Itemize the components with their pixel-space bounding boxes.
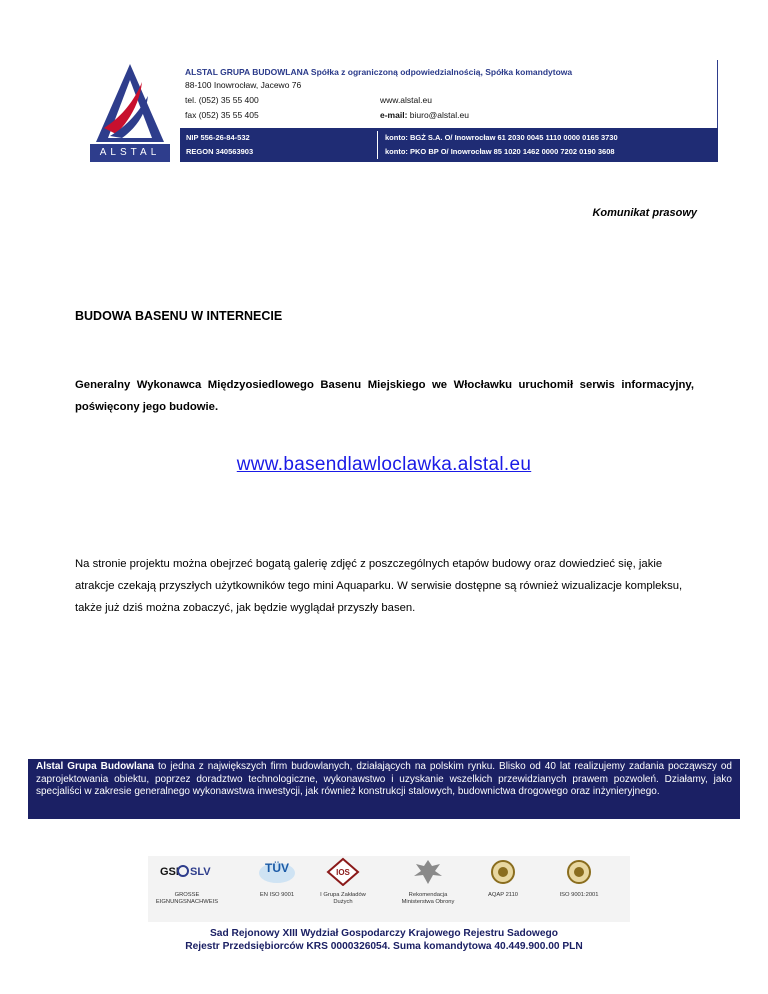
company-logo bbox=[90, 58, 170, 162]
cert-tuv bbox=[246, 856, 308, 898]
tuv-text: TÜV bbox=[265, 861, 289, 875]
gsi-slv-logo-icon bbox=[150, 856, 224, 886]
company-name bbox=[185, 67, 572, 77]
certificates-strip bbox=[148, 856, 630, 922]
about-company-name: Alstal Grupa Budowlana bbox=[36, 761, 154, 772]
cert-label bbox=[150, 892, 224, 906]
letterhead bbox=[90, 58, 718, 162]
tuv-logo-icon bbox=[246, 856, 308, 886]
bar-divider bbox=[377, 131, 378, 159]
cert-label-line: Dużych bbox=[333, 899, 353, 905]
alstal-logo-icon bbox=[90, 58, 170, 144]
email-value: biuro@alstal.eu bbox=[407, 110, 469, 120]
company-address: 88-100 Inowrocław, Jacewo 76 bbox=[185, 80, 302, 90]
bank-account-1: konto: BGŻ S.A. O/ Inowrocław 61 2030 0045 1110 0000 0165 3730 bbox=[385, 133, 618, 142]
footer-krs-line: Rejestr Przedsiębiorców KRS 0000326054. Suma komandytowa 40.449.900.00 PLN bbox=[185, 941, 583, 952]
document-title: BUDOWA BASENU W INTERNECIE bbox=[75, 309, 283, 323]
iso-seal-icon bbox=[548, 856, 610, 886]
cert-label: ISO 9001:2001 bbox=[559, 892, 599, 898]
cert-iso bbox=[548, 856, 610, 898]
company-fax: fax (052) 35 55 405 bbox=[185, 110, 259, 120]
eagle-emblem-icon bbox=[388, 856, 468, 886]
regon-number: REGON 340563903 bbox=[186, 147, 254, 156]
about-company-text: to jedna z największych firm budowlanych, działających na polskim rynku. Blisko od 40 lat realizujemy zadania począwszy od zaprojektowania obiektu, poprzez doradztwo technologiczne, wykonawstwo i uzyskanie wszelkich przewidzianych prawem pozwoleń. Działamy, jako specjaliści w zakresie generalnego wykonawstwa inwestycji, jak również konstrukcji stalowych, budownictwa drogowego oraz inżynieryjnego. bbox=[36, 761, 732, 797]
bank-account-2: konto: PKO BP O/ Inowrocław 85 1020 1462 0000 7202 0190 3608 bbox=[385, 147, 615, 156]
cert-ios bbox=[310, 856, 376, 905]
press-release-label: Komunikat prasowy bbox=[592, 207, 697, 219]
aqap-seal-icon bbox=[478, 856, 528, 886]
company-name-bold: ALSTAL GRUPA BUDOWLANA bbox=[185, 67, 309, 77]
project-website-link[interactable]: www.basendlawloclawka.alstal.eu bbox=[236, 454, 532, 475]
ios-text: IOS bbox=[336, 868, 350, 877]
cert-gsi-slv bbox=[150, 856, 224, 905]
cert-label-line: EIGNUNGSNACHWEIS bbox=[155, 899, 219, 905]
gsi-text: GSI bbox=[160, 866, 179, 878]
cert-label: AQAP 2110 bbox=[487, 892, 519, 898]
ios-logo-icon bbox=[310, 856, 376, 886]
company-phone: tel. (052) 35 55 400 bbox=[185, 95, 259, 105]
cert-label bbox=[388, 892, 468, 906]
company-email[interactable] bbox=[380, 110, 469, 120]
cert-label-line: Ministerstwa Obrony bbox=[401, 899, 455, 905]
logo-text: ALSTAL bbox=[90, 144, 170, 162]
lead-paragraph: Generalny Wykonawca Międzyosiedlowego Basenu Miejskiego we Włocławku uruchomił serwis informacyjny, poświęcony jego budowie. bbox=[75, 379, 694, 413]
nip-number: NIP 556-26-84-532 bbox=[186, 133, 250, 142]
body-paragraph: Na stronie projektu można obejrzeć bogatą galerię zdjęć z poszczególnych etapów budowy oraz dowiedzieć się, jakie atrakcje czekają przyszłych użytkowników tego mini Aquaparku. W serwisie dostępne są również wizualizacje kompleksu, także już dziś można zobaczyć, jak będzie wyglądał przyszły basen. bbox=[75, 558, 683, 614]
cert-ministry bbox=[388, 856, 468, 905]
cert-label bbox=[310, 892, 376, 906]
slv-text: SLV bbox=[190, 866, 211, 878]
cert-label-line: GROSSE bbox=[174, 892, 200, 898]
cert-label-line: Rekomendacja bbox=[408, 892, 448, 898]
about-company-box bbox=[28, 759, 740, 819]
company-name-rest: Spółka z ograniczoną odpowiedzialnością, Spółka komandytowa bbox=[308, 67, 573, 77]
company-website[interactable]: www.alstal.eu bbox=[380, 95, 432, 105]
cert-label: EN ISO 9001 bbox=[259, 892, 295, 898]
cert-aqap bbox=[478, 856, 528, 898]
bank-info-bar bbox=[180, 128, 718, 162]
cert-label-line: I Grupa Zakładów bbox=[320, 892, 366, 898]
email-label: e-mail: bbox=[380, 110, 408, 120]
header-divider bbox=[717, 60, 718, 128]
footer-court-line: Sad Rejonowy XIII Wydział Gospodarczy Krajowego Rejestru Sadowego bbox=[210, 928, 558, 939]
